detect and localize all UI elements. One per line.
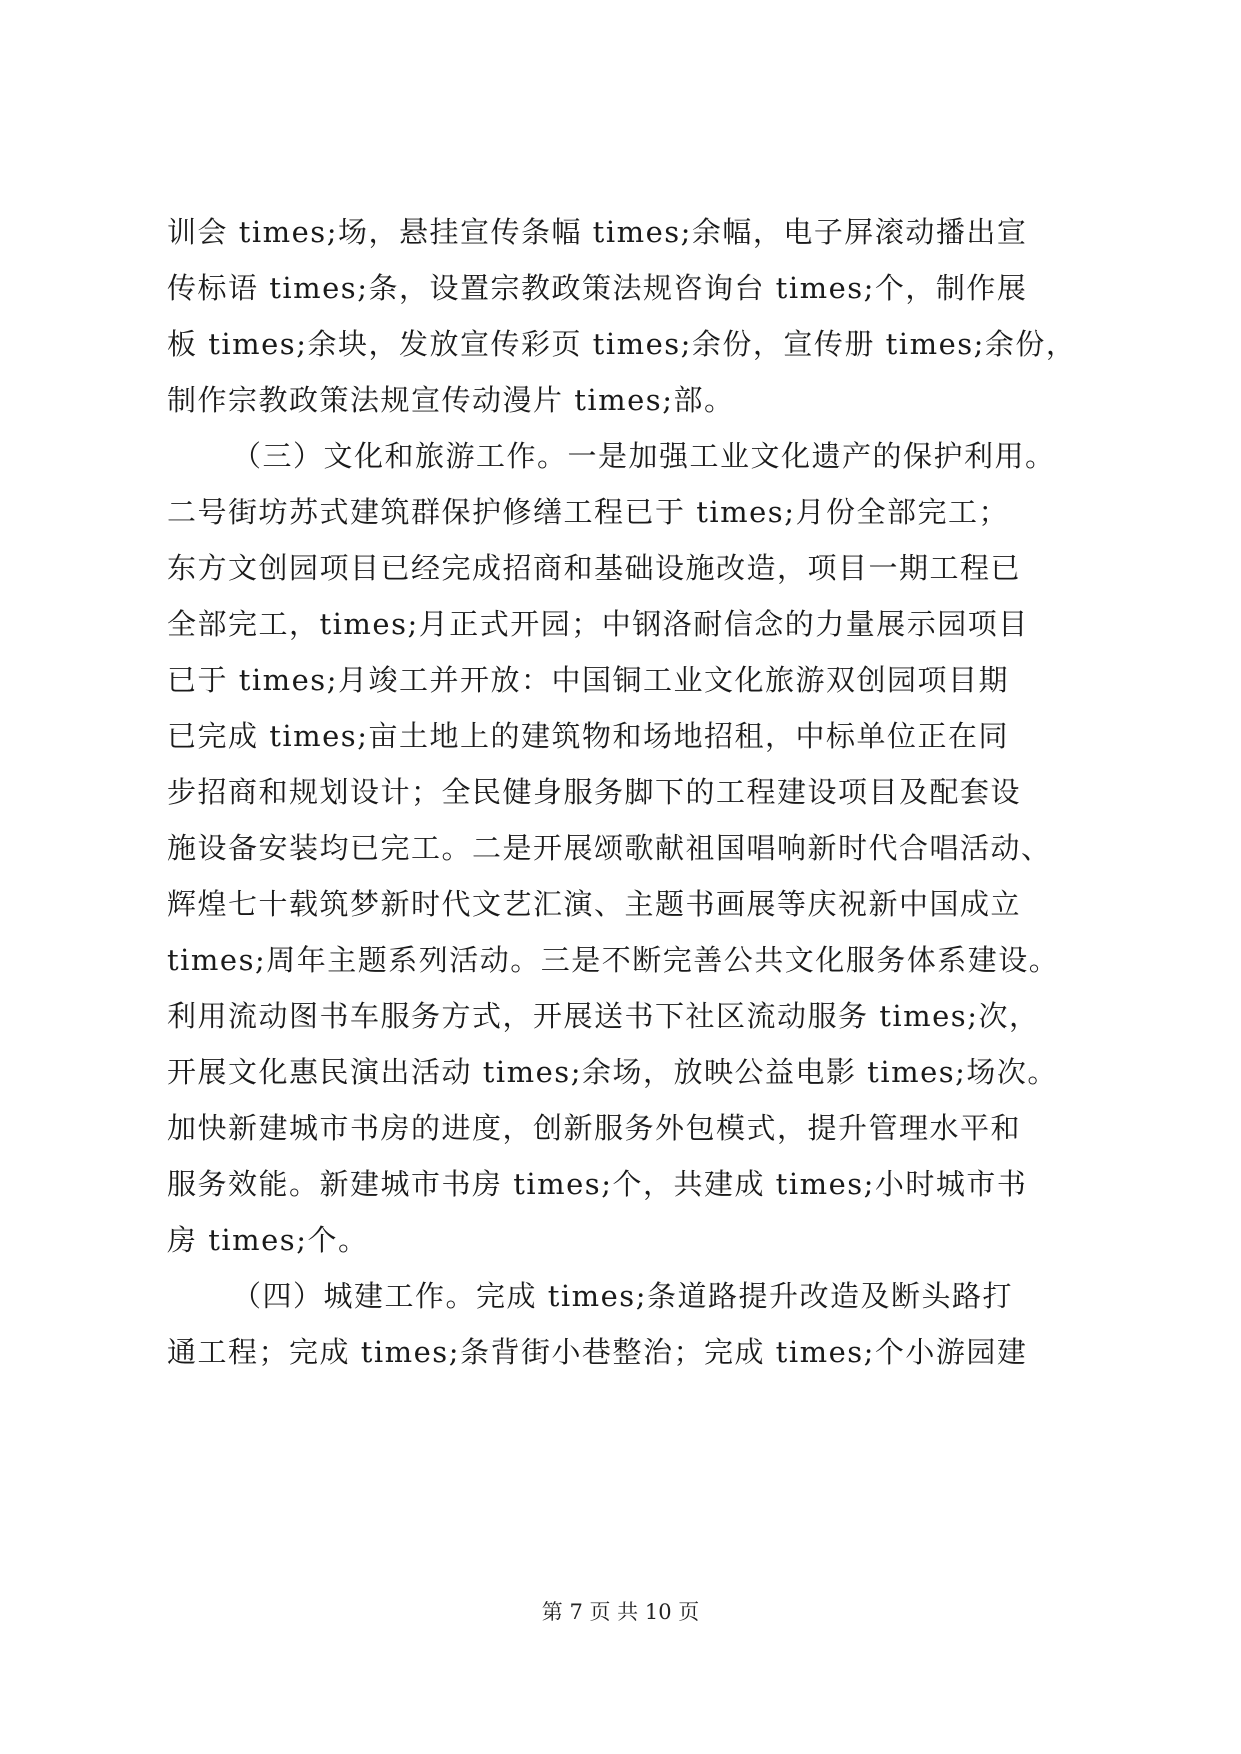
text-line: 开展文化惠民演出活动 times;余场，放映公益电影 times;场次。	[167, 1055, 1058, 1089]
text-line: 加快新建城市书房的进度，创新服务外包模式，提升管理水平和	[167, 1111, 1022, 1145]
section-heading-line: （四）城建工作。完成 times;条道路提升改造及断头路打	[232, 1279, 1013, 1313]
text-line: 已于 times;月竣工并开放：中国铜工业文化旅游双创园项目期	[167, 663, 1009, 697]
text-line: 房 times;个。	[167, 1223, 369, 1257]
text-line: 服务效能。新建城市书房 times;个，共建成 times;小时城市书	[167, 1167, 1028, 1201]
text-line: 东方文创园项目已经完成招商和基础设施改造，项目一期工程已	[167, 551, 1022, 585]
text-line: 已完成 times;亩土地上的建筑物和场地招租，中标单位正在同	[167, 719, 1009, 753]
text-line: 板 times;余块，发放宣传彩页 times;余份，宣传册 times;余份，	[167, 327, 1077, 361]
text-line: 步招商和规划设计；全民健身服务脚下的工程建设项目及配套设	[167, 775, 1022, 809]
text-line: 制作宗教政策法规宣传动漫片 times;部。	[167, 383, 735, 417]
text-line: 辉煌七十载筑梦新时代文艺汇演、主题书画展等庆祝新中国成立	[167, 887, 1022, 921]
text-line: 利用流动图书车服务方式，开展送书下社区流动服务 times;次，	[167, 999, 1040, 1033]
text-line: times;周年主题系列活动。三是不断完善公共文化服务体系建设。	[167, 943, 1060, 977]
page-number-footer: 第 7 页 共 10 页	[541, 1600, 700, 1624]
text-line: 传标语 times;条，设置宗教政策法规咨询台 times;个，制作展	[167, 271, 1028, 305]
text-line: 全部完工，times;月正式开园；中钢洛耐信念的力量展示园项目	[167, 607, 1029, 641]
text-line: 二号街坊苏式建筑群保护修缮工程已于 times;月份全部完工；	[167, 495, 1009, 529]
text-line: 训会 times;场，悬挂宣传条幅 times;余幅，电子屏滚动播出宣	[167, 215, 1028, 249]
text-line: 施设备安装均已完工。二是开展颂歌献祖国唱响新时代合唱活动、	[167, 831, 1052, 865]
text-line: 通工程；完成 times;条背街小巷整治；完成 times;个小游园建	[167, 1335, 1028, 1369]
section-heading-line: （三）文化和旅游工作。一是加强工业文化遗产的保护利用。	[232, 439, 1056, 473]
